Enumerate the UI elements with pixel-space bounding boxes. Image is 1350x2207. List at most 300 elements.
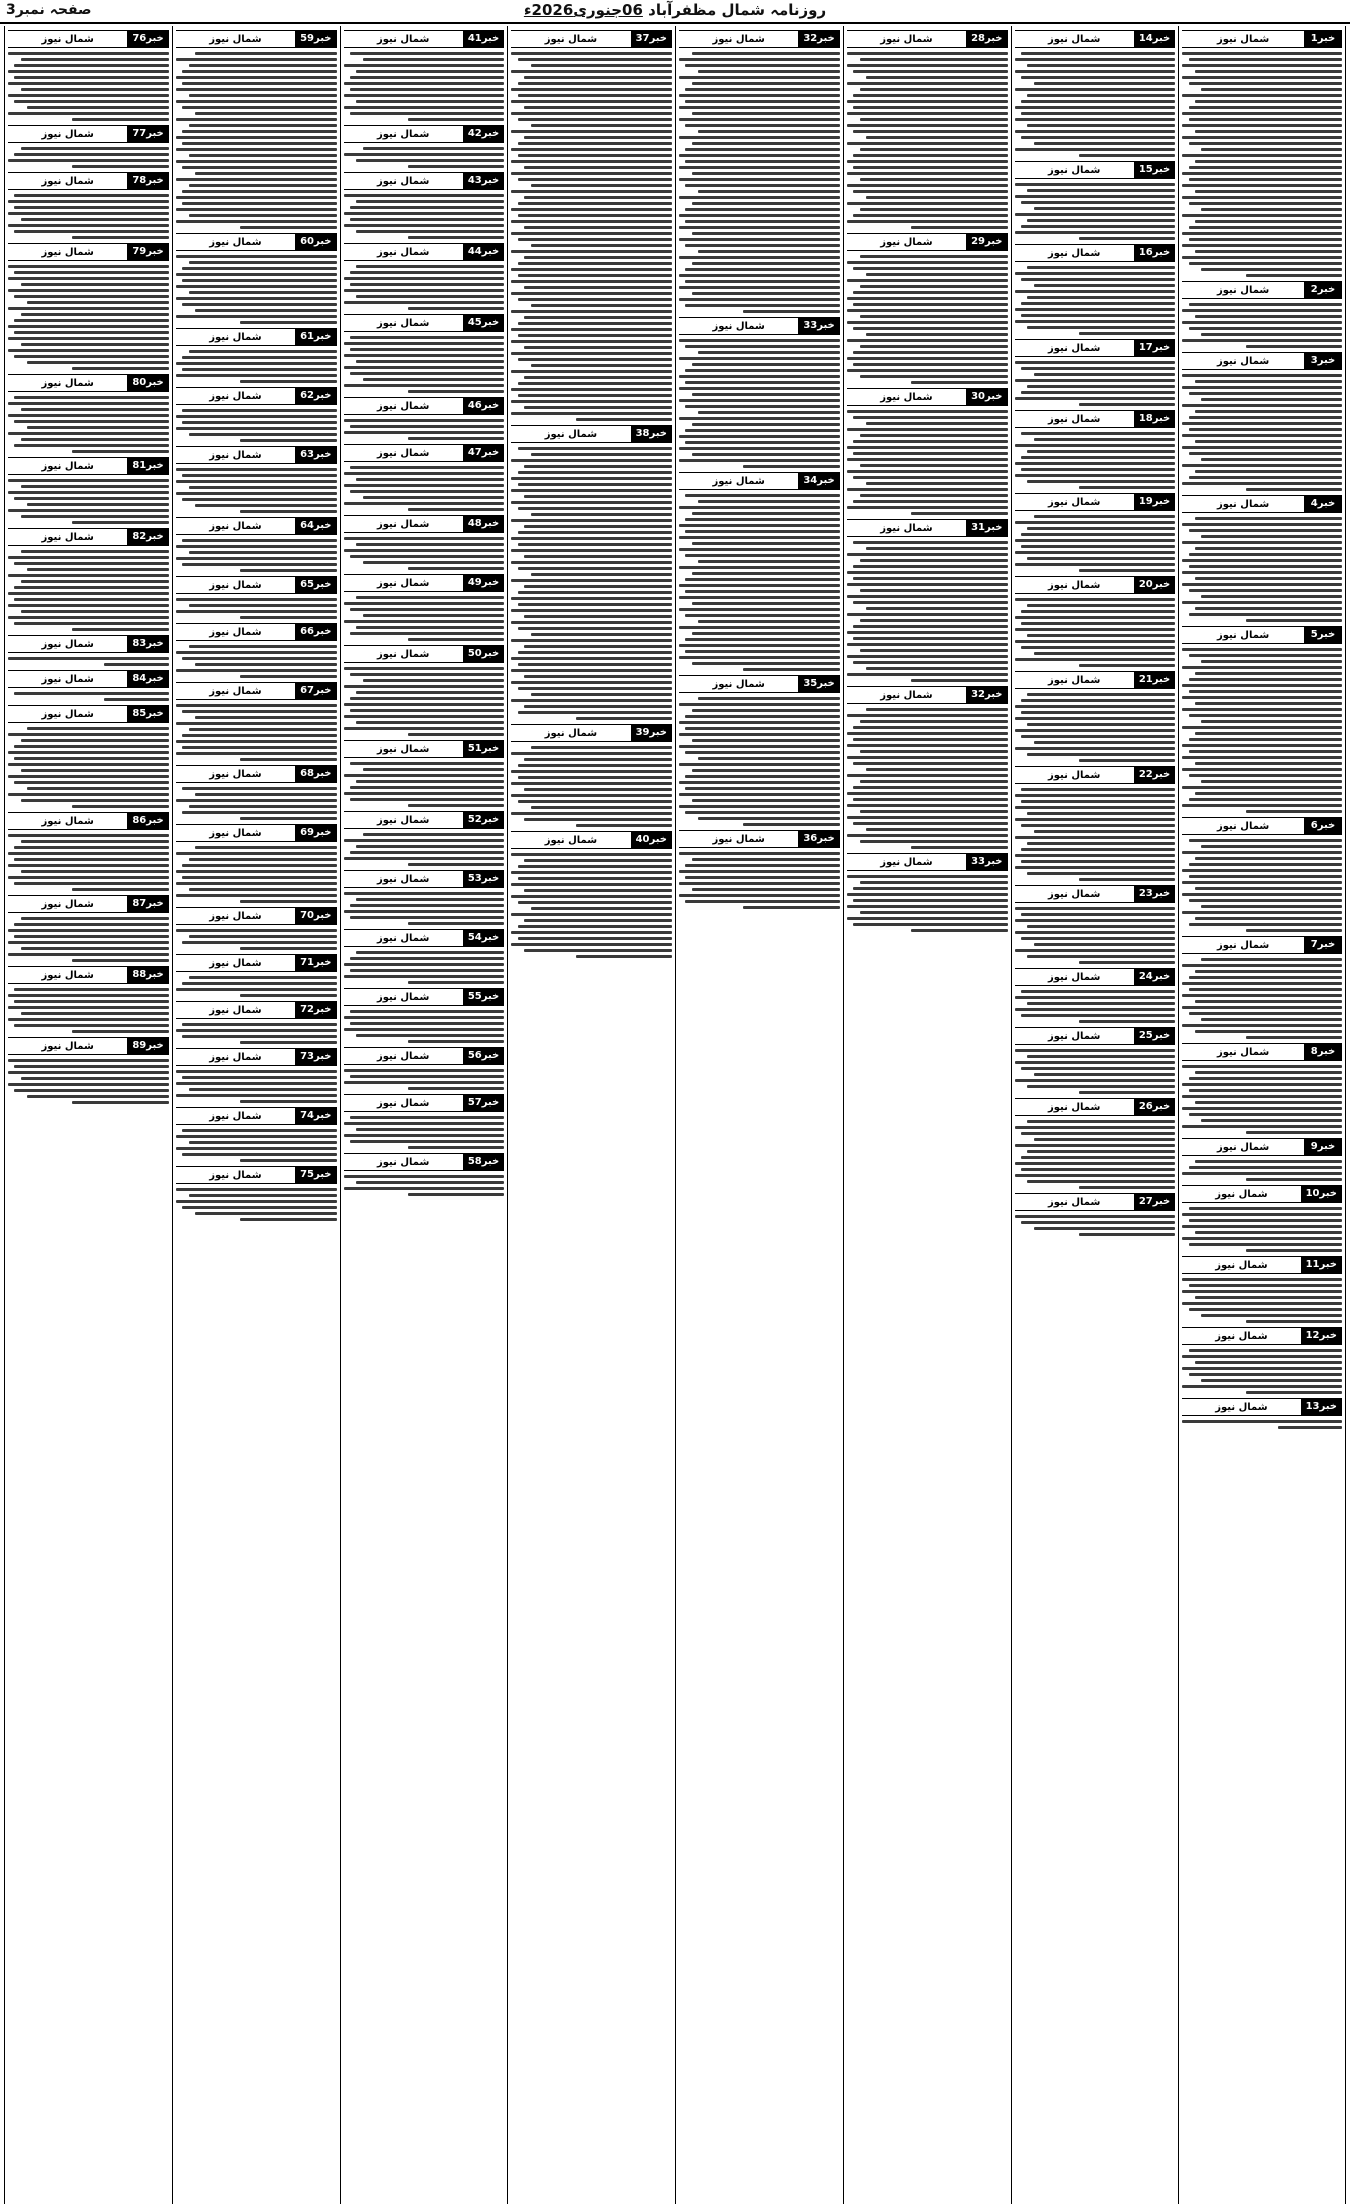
text-line xyxy=(1015,1079,1176,1082)
text-line xyxy=(692,202,840,205)
story-header xyxy=(344,444,505,462)
text-line xyxy=(1021,52,1175,55)
text-line xyxy=(518,531,672,534)
story-number-badge: خبر80 xyxy=(127,375,168,391)
text-line xyxy=(1195,130,1342,133)
text-line xyxy=(21,58,169,61)
news-story xyxy=(1182,26,1342,277)
text-line xyxy=(524,286,672,289)
text-line xyxy=(176,273,337,276)
text-line xyxy=(1189,923,1342,926)
text-line xyxy=(344,342,505,345)
text-line xyxy=(344,1028,505,1031)
story-body-text xyxy=(344,666,505,736)
text-line xyxy=(679,136,840,139)
text-line xyxy=(1027,266,1175,269)
text-line xyxy=(518,800,672,803)
text-line xyxy=(1182,726,1342,729)
story-number-badge: خبر16 xyxy=(1134,245,1175,261)
text-line xyxy=(511,699,672,702)
story-number-badge: خبر10 xyxy=(1301,1186,1342,1202)
story-body-text xyxy=(1182,1159,1342,1181)
text-line xyxy=(1015,308,1176,311)
text-line xyxy=(1189,262,1342,265)
text-line xyxy=(518,937,672,940)
text-line xyxy=(195,504,336,507)
text-line xyxy=(679,196,840,199)
text-line xyxy=(511,883,672,886)
story-number-badge: خبر12 xyxy=(1301,1328,1342,1344)
text-line xyxy=(1027,1002,1175,1005)
text-line xyxy=(847,124,1008,127)
text-line xyxy=(1015,598,1176,601)
story-header xyxy=(176,576,337,594)
text-line xyxy=(1015,949,1176,952)
text-line xyxy=(679,399,840,402)
text-line xyxy=(853,476,1007,479)
text-line xyxy=(679,584,840,587)
story-body-text xyxy=(511,745,672,827)
text-line xyxy=(847,571,1008,574)
news-story xyxy=(847,849,1008,932)
text-line xyxy=(344,792,505,795)
text-line xyxy=(679,608,840,611)
text-line xyxy=(679,118,840,121)
text-line xyxy=(679,339,840,342)
text-line xyxy=(8,289,169,292)
text-line xyxy=(679,417,840,420)
text-line xyxy=(1182,523,1342,526)
text-line xyxy=(1079,1233,1175,1236)
text-line xyxy=(685,518,839,521)
text-line xyxy=(1195,190,1342,193)
story-body-text xyxy=(344,1115,505,1149)
text-line xyxy=(8,1071,169,1074)
text-line xyxy=(679,656,840,659)
text-line xyxy=(1189,798,1342,801)
text-line xyxy=(356,1128,504,1131)
text-line xyxy=(21,1012,169,1015)
story-number-badge: خبر78 xyxy=(127,173,168,189)
text-line xyxy=(1182,559,1342,562)
text-line xyxy=(27,106,168,109)
text-line xyxy=(1021,622,1175,625)
text-line xyxy=(1195,1000,1342,1003)
text-line xyxy=(518,447,672,450)
text-line xyxy=(518,334,672,337)
story-header xyxy=(344,645,505,663)
text-line xyxy=(1189,428,1342,431)
text-line xyxy=(866,708,1007,711)
text-line xyxy=(14,586,168,589)
story-dateline: شمال نیوز xyxy=(376,246,430,258)
text-line xyxy=(1201,845,1342,848)
text-line xyxy=(1015,521,1176,524)
text-line xyxy=(518,925,672,928)
news-story xyxy=(176,761,337,820)
text-line xyxy=(8,1059,169,1062)
text-line xyxy=(685,124,839,127)
news-story xyxy=(176,903,337,950)
story-body-text xyxy=(344,146,505,168)
story-body-text xyxy=(847,409,1008,515)
news-story xyxy=(344,26,505,121)
text-line xyxy=(1021,468,1175,471)
text-line xyxy=(14,64,168,67)
text-line xyxy=(847,744,1008,747)
story-header xyxy=(344,125,505,143)
story-dateline: شمال نیوز xyxy=(1216,629,1270,641)
text-line xyxy=(698,757,839,760)
text-line xyxy=(356,159,504,162)
text-line xyxy=(860,559,1008,562)
text-line xyxy=(679,882,840,885)
text-line xyxy=(344,1016,505,1019)
text-line xyxy=(679,894,840,897)
text-line xyxy=(518,711,672,714)
text-line xyxy=(1189,416,1342,419)
story-body-text xyxy=(1015,787,1176,881)
text-line xyxy=(1195,1361,1342,1364)
story-body-text xyxy=(176,408,337,442)
text-line xyxy=(860,255,1008,258)
text-line xyxy=(176,669,337,672)
text-line xyxy=(1195,762,1342,765)
story-number-badge: خبر11 xyxy=(1301,1257,1342,1273)
text-line xyxy=(1189,58,1342,61)
story-body-text xyxy=(8,656,169,666)
text-line xyxy=(1182,804,1342,807)
text-line xyxy=(511,250,672,253)
story-body-text xyxy=(679,696,840,826)
text-line xyxy=(685,280,839,283)
text-line xyxy=(853,452,1007,455)
text-line xyxy=(518,214,672,217)
story-body-text xyxy=(1182,1064,1342,1134)
text-line xyxy=(14,562,168,565)
story-dateline: شمال نیوز xyxy=(1047,1101,1101,1113)
text-line xyxy=(1027,723,1175,726)
text-line xyxy=(182,787,336,790)
story-body-text xyxy=(176,1128,337,1162)
story-number-badge: خبر34 xyxy=(798,473,839,489)
text-line xyxy=(8,556,169,559)
text-line xyxy=(1015,320,1176,323)
story-body-text xyxy=(176,597,337,619)
text-line xyxy=(679,721,840,724)
text-line xyxy=(847,142,1008,145)
text-line xyxy=(531,693,672,696)
text-line xyxy=(182,70,336,73)
text-line xyxy=(1189,565,1342,568)
news-story xyxy=(176,572,337,619)
text-line xyxy=(14,781,168,784)
text-line xyxy=(1189,1349,1342,1352)
text-line xyxy=(524,346,672,349)
text-line xyxy=(176,1188,337,1191)
text-line xyxy=(1189,678,1342,681)
story-number-badge: خبر87 xyxy=(127,896,168,912)
text-line xyxy=(350,88,504,91)
text-line xyxy=(195,112,336,115)
text-line xyxy=(363,496,504,499)
text-line xyxy=(350,697,504,700)
text-line xyxy=(1182,666,1342,669)
text-line xyxy=(511,621,672,624)
text-line xyxy=(1021,860,1175,863)
text-line xyxy=(524,166,672,169)
text-line xyxy=(1182,708,1342,711)
text-line xyxy=(511,148,672,151)
story-body-text xyxy=(176,1069,337,1103)
text-line xyxy=(8,479,169,482)
text-line xyxy=(847,834,1008,837)
text-line xyxy=(511,519,672,522)
text-line xyxy=(176,178,337,181)
story-header xyxy=(8,966,169,984)
text-line xyxy=(350,1116,504,1119)
story-body-text xyxy=(679,493,840,671)
news-story xyxy=(847,515,1008,682)
text-line xyxy=(685,590,839,593)
text-line xyxy=(8,751,169,754)
story-body-text xyxy=(344,1068,505,1090)
text-line xyxy=(685,578,839,581)
text-line xyxy=(1201,958,1342,961)
story-dateline: شمال نیوز xyxy=(1216,498,1270,510)
text-line xyxy=(1195,1030,1342,1033)
text-line xyxy=(860,750,1008,753)
text-line xyxy=(363,614,504,617)
text-line xyxy=(524,818,672,821)
story-dateline: شمال نیوز xyxy=(1216,284,1270,296)
text-line xyxy=(847,583,1008,586)
text-line xyxy=(1189,238,1342,241)
text-line xyxy=(1195,517,1342,520)
text-line xyxy=(21,917,169,920)
text-line xyxy=(182,142,336,145)
text-line xyxy=(350,786,504,789)
story-header xyxy=(1182,1327,1342,1345)
story-header xyxy=(1182,1043,1342,1061)
text-line xyxy=(853,166,1007,169)
text-line xyxy=(1021,711,1175,714)
text-line xyxy=(511,501,672,504)
text-line xyxy=(1189,118,1342,121)
text-line xyxy=(182,539,336,542)
story-body-text xyxy=(1182,957,1342,1039)
text-line xyxy=(72,1101,168,1104)
text-line xyxy=(1027,94,1175,97)
text-line xyxy=(1182,648,1342,651)
text-line xyxy=(847,774,1008,777)
story-header xyxy=(1182,495,1342,513)
text-line xyxy=(8,414,169,417)
text-line xyxy=(1015,818,1176,821)
text-line xyxy=(27,426,168,429)
text-line xyxy=(1015,195,1176,198)
text-line xyxy=(350,271,504,274)
text-line xyxy=(1182,1024,1342,1027)
story-dateline: شمال نیوز xyxy=(209,331,262,343)
text-line xyxy=(853,327,1007,330)
text-line xyxy=(8,277,169,280)
story-dateline: شمال نیوز xyxy=(41,815,94,827)
text-line xyxy=(1182,1172,1342,1175)
story-dateline: شمال نیوز xyxy=(880,391,933,403)
story-number-badge: خبر72 xyxy=(295,1002,336,1018)
story-dateline: شمال نیوز xyxy=(209,768,262,780)
story-body-text xyxy=(344,418,505,440)
text-line xyxy=(847,261,1008,264)
story-dateline: شمال نیوز xyxy=(376,33,430,45)
text-line xyxy=(1182,76,1342,79)
text-line xyxy=(847,184,1008,187)
text-line xyxy=(344,301,505,304)
news-story xyxy=(176,997,337,1044)
text-line xyxy=(1195,220,1342,223)
text-line xyxy=(1027,1055,1175,1058)
story-body-text xyxy=(344,465,505,511)
text-line xyxy=(1034,207,1175,210)
text-line xyxy=(27,1095,168,1098)
text-line xyxy=(847,52,1008,55)
text-line xyxy=(1182,321,1342,324)
text-line xyxy=(14,355,168,358)
text-line xyxy=(176,76,337,79)
text-line xyxy=(1195,1071,1342,1074)
text-line xyxy=(344,537,505,540)
text-line xyxy=(8,1018,169,1021)
story-header xyxy=(847,686,1008,704)
text-line xyxy=(1189,863,1342,866)
text-line xyxy=(1189,106,1342,109)
text-line xyxy=(1195,702,1342,705)
text-line xyxy=(1182,374,1342,377)
news-story xyxy=(176,1044,337,1103)
story-number-badge: خبر85 xyxy=(127,706,168,722)
text-line xyxy=(1201,88,1342,91)
text-line xyxy=(350,632,504,635)
text-line xyxy=(518,507,672,510)
news-story xyxy=(8,808,169,891)
story-header xyxy=(176,1166,337,1184)
text-line xyxy=(698,500,839,503)
story-body-text xyxy=(1182,1206,1342,1252)
story-dateline: شمال نیوز xyxy=(41,460,94,472)
story-number-badge: خبر36 xyxy=(798,831,839,847)
story-dateline: شمال نیوز xyxy=(41,531,94,543)
text-line xyxy=(518,274,672,277)
story-header xyxy=(176,328,337,346)
text-line xyxy=(1189,1166,1342,1169)
story-number-badge: خبر51 xyxy=(463,741,504,757)
text-line xyxy=(8,224,169,227)
story-body-text xyxy=(176,1022,337,1044)
text-line xyxy=(1027,326,1175,329)
story-dateline: شمال نیوز xyxy=(209,1169,262,1181)
story-body-text xyxy=(8,146,169,168)
text-line xyxy=(524,196,672,199)
text-line xyxy=(853,267,1007,270)
text-line xyxy=(511,489,672,492)
story-number-badge: خبر52 xyxy=(463,812,504,828)
text-line xyxy=(344,472,505,475)
text-line xyxy=(1189,392,1342,395)
text-line xyxy=(1182,446,1342,449)
text-line xyxy=(189,728,337,731)
story-body-text xyxy=(344,51,505,121)
text-line xyxy=(518,865,672,868)
text-line xyxy=(1021,432,1175,435)
news-story xyxy=(1182,1252,1342,1323)
text-line xyxy=(847,309,1008,312)
news-story xyxy=(1182,1181,1342,1252)
text-line xyxy=(1182,881,1342,884)
text-line xyxy=(182,130,336,133)
story-header xyxy=(176,517,337,535)
story-number-badge: خبر14 xyxy=(1134,31,1175,47)
text-line xyxy=(679,596,840,599)
text-line xyxy=(524,675,672,678)
text-line xyxy=(1021,937,1175,940)
story-dateline: شمال نیوز xyxy=(376,518,430,530)
text-line xyxy=(344,963,505,966)
text-line xyxy=(189,935,337,938)
story-dateline: شمال نیوز xyxy=(1047,1030,1101,1042)
text-line xyxy=(1027,872,1175,875)
text-line xyxy=(511,190,672,193)
text-line xyxy=(692,262,840,265)
text-line xyxy=(1201,1379,1342,1382)
text-line xyxy=(1182,786,1342,789)
story-dateline: شمال نیوز xyxy=(41,638,94,650)
text-line xyxy=(1182,244,1342,247)
story-header xyxy=(8,172,169,190)
text-line xyxy=(518,627,672,630)
news-story xyxy=(511,827,672,958)
text-line xyxy=(189,433,337,436)
text-line xyxy=(692,112,840,115)
text-line xyxy=(27,568,168,571)
text-line xyxy=(1182,1225,1342,1228)
text-line xyxy=(511,340,672,343)
text-line xyxy=(511,812,672,815)
story-header xyxy=(176,233,337,251)
story-header xyxy=(344,811,505,829)
text-line xyxy=(27,361,168,364)
text-line xyxy=(8,929,169,932)
text-line xyxy=(847,220,1008,223)
news-story xyxy=(344,393,505,440)
text-line xyxy=(8,876,169,879)
text-line xyxy=(14,846,168,849)
story-header xyxy=(1182,281,1342,299)
text-line xyxy=(518,663,672,666)
story-number-badge: خبر62 xyxy=(295,388,336,404)
text-line xyxy=(847,673,1008,676)
story-header xyxy=(679,830,840,848)
text-line xyxy=(182,746,336,749)
text-line xyxy=(1189,1284,1342,1287)
text-line xyxy=(511,112,672,115)
news-story xyxy=(511,720,672,827)
text-line xyxy=(511,310,672,313)
text-line xyxy=(8,793,169,796)
story-header xyxy=(176,623,337,641)
text-line xyxy=(1182,1065,1342,1068)
text-line xyxy=(350,555,504,558)
